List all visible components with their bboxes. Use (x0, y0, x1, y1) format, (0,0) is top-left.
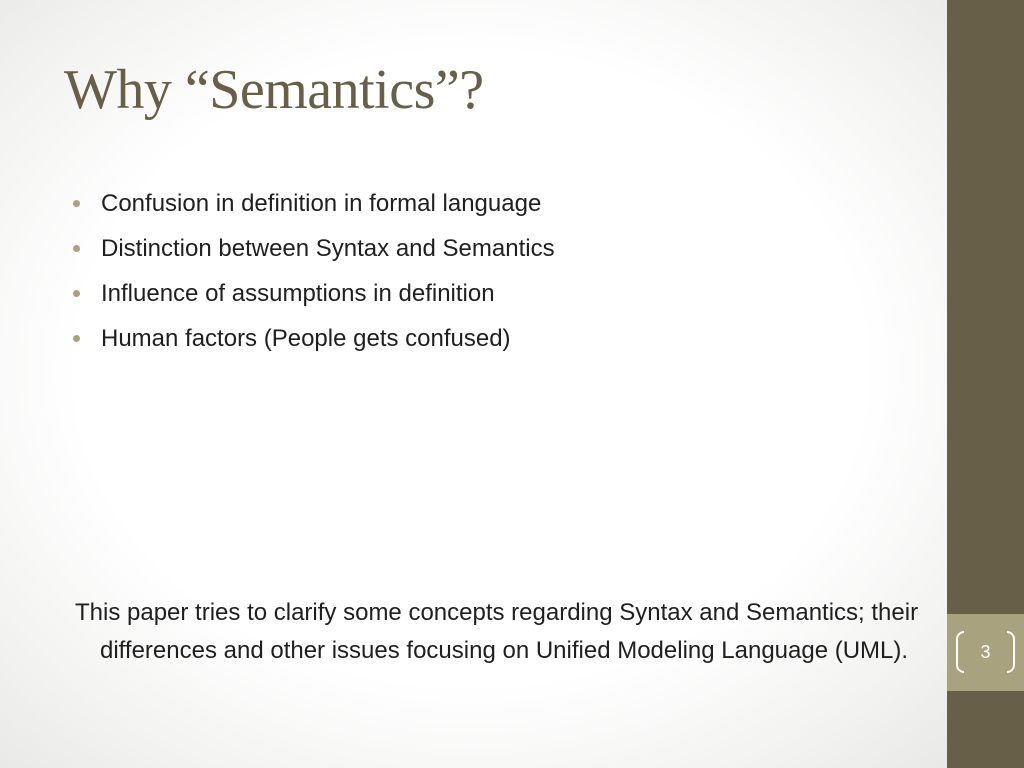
slide-title: Why “Semantics”? (64, 59, 484, 121)
bullet-text: Distinction between Syntax and Semantics (101, 235, 555, 262)
bullet-list (73, 186, 555, 366)
page-number-badge (947, 614, 1024, 691)
bullet-item (73, 321, 555, 366)
bullet-dot-icon (73, 335, 80, 342)
bullet-item (73, 186, 555, 231)
bullet-item (73, 231, 555, 276)
bullet-text: Human factors (People gets confused) (101, 325, 511, 352)
bullet-dot-icon (73, 290, 80, 297)
bullet-dot-icon (73, 200, 80, 207)
bullet-text: Confusion in definition in formal language (101, 190, 542, 217)
summary-paragraph: This paper tries to clarify some concepts regarding Syntax and Semantics; their differences and other issues focusing on Unified Modeling Language (UML). (75, 599, 919, 664)
bullet-dot-icon (73, 245, 80, 252)
page-number: 3 (980, 642, 991, 662)
bullet-text: Influence of assumptions in definition (101, 280, 495, 307)
bullet-item (73, 276, 555, 321)
